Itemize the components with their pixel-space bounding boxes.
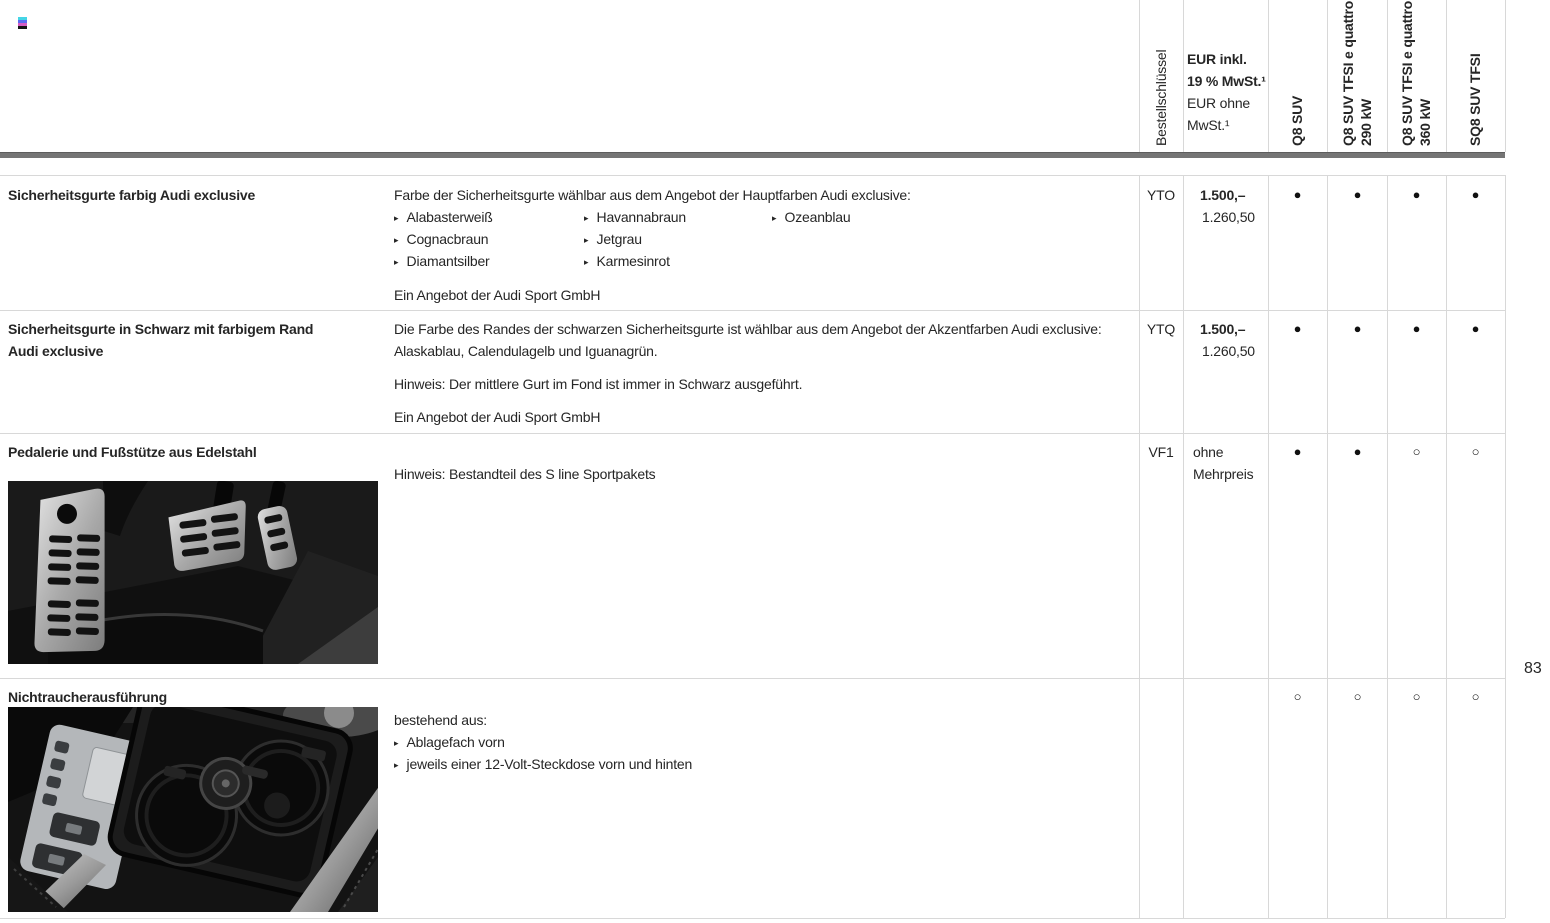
row-title: Sicherheitsgurte in Schwarz mit farbigem Rand — [8, 321, 314, 337]
row-divider — [0, 310, 1505, 311]
column-header-q8-suv: Q8 SUV — [1289, 95, 1305, 146]
column-divider — [1327, 0, 1328, 152]
column-divider — [1387, 175, 1388, 918]
row-title: Pedalerie und Fußstütze aus Edelstahl — [8, 444, 257, 460]
row-divider — [0, 433, 1505, 434]
color-option: Jetgrau — [596, 231, 642, 247]
availability-mark: ● — [1353, 321, 1362, 336]
column-header-sq8: SQ8 SUV TFSI — [1467, 53, 1483, 146]
bullet-arrow-icon: ▸ — [584, 257, 589, 267]
availability-mark: ○ — [1293, 689, 1302, 704]
price-net: 1.260,50 — [1202, 209, 1255, 225]
bullet-arrow-icon: ▸ — [394, 213, 399, 223]
color-option: Ozeanblau — [784, 209, 851, 225]
feature-item: jeweils einer 12-Volt-Steckdose vorn und hinten — [406, 756, 693, 772]
column-divider — [1268, 175, 1269, 918]
row-divider — [0, 678, 1505, 679]
pedals-photo — [8, 481, 378, 664]
column-divider — [1505, 175, 1506, 918]
row-title: Nichtraucherausführung — [8, 689, 167, 705]
color-option: Diamantsilber — [406, 253, 490, 269]
column-divider — [1505, 0, 1506, 152]
column-header-q8-tfsie-290: Q8 SUV TFSI e quattro 290 kW — [1340, 0, 1374, 146]
row-title: Sicherheitsgurte farbig Audi exclusive — [8, 187, 256, 203]
list-item — [394, 228, 488, 250]
availability-mark: ○ — [1471, 444, 1480, 459]
console-photo — [8, 707, 378, 912]
availability-mark: ● — [1471, 187, 1480, 202]
list-item — [584, 206, 686, 228]
list-item — [584, 250, 670, 272]
bullet-arrow-icon: ▸ — [394, 760, 399, 770]
price-text-line2: Mehrpreis — [1193, 466, 1254, 482]
availability-mark: ○ — [1471, 689, 1480, 704]
bullet-arrow-icon: ▸ — [584, 213, 589, 223]
row-description: Die Farbe des Randes der schwarzen Sicherheitsgurte ist wählbar aus dem Angebot der Akzentfarben Audi exclusive: — [394, 321, 1102, 337]
color-option: Karmesinrot — [596, 253, 670, 269]
color-option: Alabasterweiß — [406, 209, 493, 225]
availability-mark: ● — [1293, 187, 1302, 202]
availability-mark: ● — [1471, 321, 1480, 336]
column-divider — [1139, 0, 1140, 152]
order-code: YTO — [1147, 187, 1175, 203]
page-number: 83 — [1524, 660, 1542, 677]
bullet-arrow-icon: ▸ — [584, 235, 589, 245]
availability-mark: ○ — [1412, 689, 1421, 704]
order-code: VF1 — [1148, 444, 1174, 460]
availability-mark: ● — [1293, 444, 1302, 459]
row-description: bestehend aus: — [394, 712, 487, 728]
row-divider — [0, 175, 1505, 176]
color-option: Cognacbraun — [406, 231, 489, 247]
header-divider-bar — [0, 152, 1505, 158]
bullet-arrow-icon: ▸ — [394, 257, 399, 267]
column-divider — [1268, 0, 1269, 152]
price-text-line1: ohne — [1193, 444, 1224, 460]
availability-mark: ○ — [1412, 444, 1421, 459]
availability-mark: ● — [1412, 187, 1421, 202]
list-item — [394, 731, 505, 753]
bullet-arrow-icon: ▸ — [394, 738, 399, 748]
column-header-order-code: Bestellschlüssel — [1153, 49, 1169, 146]
column-header-price: EUR inkl. 19 % MwSt.¹ EUR ohne MwSt.¹ — [1187, 51, 1266, 133]
list-item — [394, 753, 692, 775]
column-divider — [1387, 0, 1388, 152]
row-title-line2: Audi exclusive — [8, 343, 104, 359]
row-footer-note: Ein Angebot der Audi Sport GmbH — [394, 409, 601, 425]
row-description: Farbe der Sicherheitsgurte wählbar aus dem Angebot der Hauptfarben Audi exclusive: — [394, 187, 911, 203]
list-item — [394, 250, 490, 272]
price-gross: 1.500,– — [1200, 187, 1246, 203]
availability-mark: ● — [1353, 444, 1362, 459]
column-divider — [1139, 175, 1140, 918]
feature-item: Ablagefach vorn — [406, 734, 505, 750]
list-item — [584, 228, 642, 250]
order-code: YTQ — [1146, 321, 1176, 337]
price-gross: 1.500,– — [1200, 321, 1246, 337]
row-divider — [0, 918, 1505, 919]
availability-mark: ○ — [1353, 689, 1362, 704]
bullet-arrow-icon: ▸ — [772, 213, 777, 223]
row-note: Hinweis: Der mittlere Gurt im Fond ist immer in Schwarz ausgeführt. — [394, 376, 803, 392]
color-bar-icon — [18, 17, 27, 29]
price-net: 1.260,50 — [1202, 343, 1255, 359]
column-divider — [1183, 175, 1184, 918]
availability-mark: ● — [1412, 321, 1421, 336]
row-footer-note: Ein Angebot der Audi Sport GmbH — [394, 287, 601, 303]
bullet-arrow-icon: ▸ — [394, 235, 399, 245]
color-option: Havannabraun — [596, 209, 686, 225]
availability-mark: ● — [1293, 321, 1302, 336]
column-divider — [1446, 175, 1447, 918]
column-divider — [1183, 0, 1184, 152]
column-divider — [1446, 0, 1447, 152]
row-description-line2: Alaskablau, Calendulagelb und Iguanagrün. — [394, 343, 658, 359]
list-item — [394, 206, 493, 228]
column-header-q8-tfsie-360: Q8 SUV TFSI e quattro 360 kW — [1399, 0, 1433, 146]
column-divider — [1327, 175, 1328, 918]
availability-mark: ● — [1353, 187, 1362, 202]
list-item — [772, 206, 850, 228]
row-note: Hinweis: Bestandteil des S line Sportpakets — [394, 466, 656, 482]
